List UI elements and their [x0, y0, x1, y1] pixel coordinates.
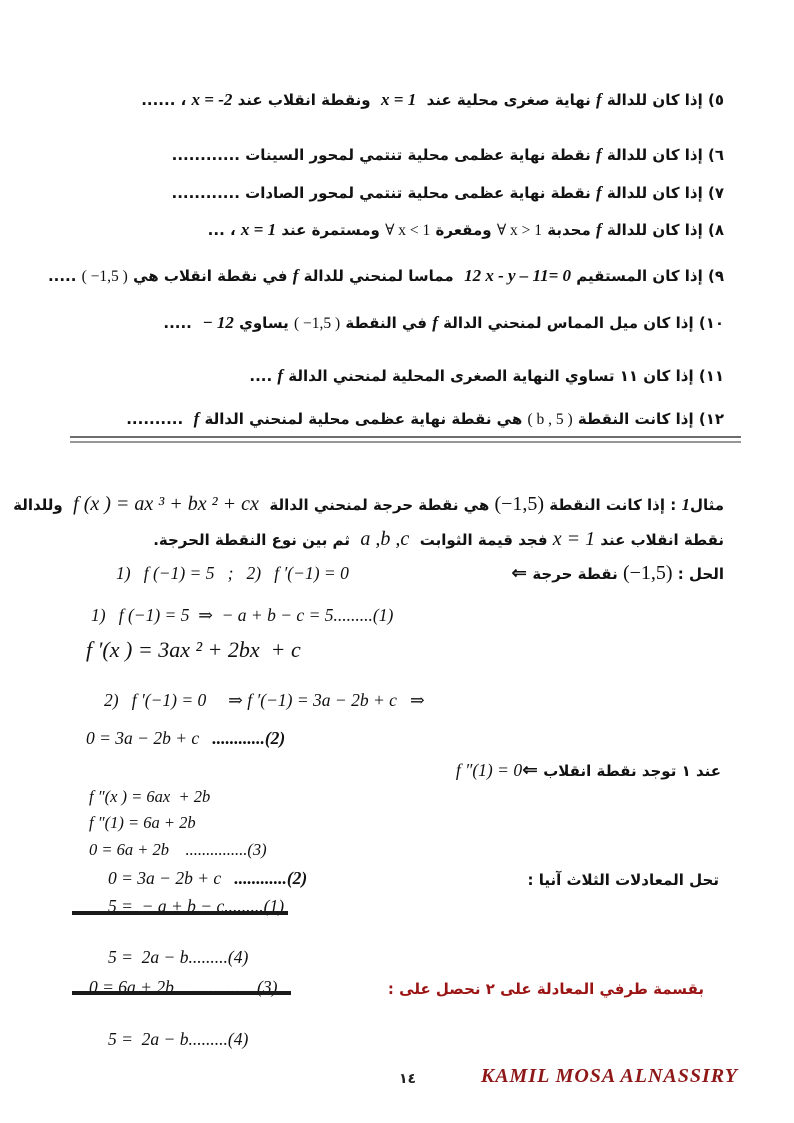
math-expression: x = -2 [191, 89, 233, 109]
question-text: في النقطة [340, 313, 433, 332]
question-text: نهاية صغرى محلية عند [416, 90, 596, 109]
math-expression: 1) f (−1) = 5 ⇒ − a + b − c = 5.........(1) [91, 604, 394, 625]
example-text: ثم بين نوع النقطة الحرجة. [153, 530, 361, 549]
math-constants: a ,b ,c [360, 527, 410, 550]
question-text: ، ...... [141, 90, 192, 109]
question-text: ، ... [207, 220, 241, 239]
section-separator-line [70, 436, 741, 443]
inflection-note-line [447, 737, 737, 803]
example-label: مثال [689, 495, 724, 514]
math-f: f [595, 89, 602, 109]
inflection-note-text: عند ١ توجد نقطة انقلاب [538, 761, 721, 780]
signature-text: KAMIL MOSA ALNASSIRY [480, 1064, 738, 1087]
addition-rule-line [72, 991, 291, 995]
question-text: ..... [47, 266, 82, 285]
math-expression: ∀ x > 1 [496, 221, 543, 239]
math-expression: x = 1 [381, 89, 417, 109]
math-expression: 1) f (−1) = 5 ; 2) f ′(−1) = 0 [116, 562, 349, 583]
math-expression: 5 = 2a − b.........(4) [108, 1028, 249, 1049]
note-text: تحل المعادلات الثلاث آنيا : [527, 870, 719, 889]
math-function-definition: f (x ) = ax ³ + bx ² + cx [73, 492, 259, 515]
solution-label: الحل : [672, 564, 724, 583]
math-point: ( −1,5 ) [81, 267, 128, 285]
math-f: f [595, 144, 602, 164]
math-point: ( −1,5 ) [293, 314, 341, 332]
math-expression: 0 = 6a + 2b ...............(3) [89, 976, 278, 997]
question-text: ٩) إذا كان المستقيم [571, 266, 724, 285]
question-text: ٧) إذا كان للدالة [601, 183, 724, 202]
solution-header [511, 539, 740, 607]
example-text: فجد قيمة الثوابت [409, 530, 553, 549]
note-text-red: بقسمة طرفي المعادلة على ٢ نحصل على : [387, 979, 704, 998]
divide-by-2-note [388, 959, 720, 1021]
example-text: وللدالة [13, 495, 74, 514]
math-f: f [432, 312, 438, 332]
math-expression: 0 = 3a − 2b + c [108, 867, 222, 888]
question-text: نقطة نهاية عظمى محلية تنتمي لمحور الصادات ............ [171, 183, 596, 202]
question-text: محدبة [542, 220, 596, 239]
example-text: : إذا كانت النقطة [544, 495, 682, 514]
math-expression: ∀ x < 1 [385, 221, 431, 239]
question-text: نقطة نهاية عظمى محلية تنتمي لمحور السينات ............ [171, 145, 596, 164]
math-expression: 5 = − a + b − c.........(1) [108, 895, 285, 916]
addition-rule-line [72, 911, 288, 915]
equation-4-result [92, 1007, 248, 1072]
question-text: ١١) إذا كان ١١ تساوي النهاية الصغرى المحلية لمنحني الدالة [283, 366, 724, 385]
math-expression: f ′(x ) = 3ax ² + 2bx + c [86, 636, 301, 662]
question-text: ٦) إذا كان للدالة [601, 145, 724, 164]
equation-reference: ............(2) [221, 867, 308, 888]
question-text: ٥) إذا كان للدالة [601, 90, 724, 109]
page-number-text: ١٤ [399, 1070, 417, 1087]
question-text: ومستمرة عند [276, 220, 386, 239]
math-point: (−1,5) [494, 492, 545, 515]
implies-arrow: ⇐ [522, 758, 538, 781]
math-expression: 2) f ′(−1) = 0 ⇒ f ′(−1) = 3a − 2b + c ⇒ [104, 689, 425, 710]
math-expression: x = 1 [240, 219, 277, 239]
math-expression: f ″(1) = 6a + 2b [89, 812, 196, 832]
example-number: 1 [681, 494, 690, 514]
author-signature [465, 1042, 738, 1110]
math-f: f [595, 219, 602, 239]
math-f: f [292, 265, 299, 285]
question-text: يساوي [233, 313, 294, 332]
equation-reference: ............(2) [199, 727, 286, 748]
question-text: .... [249, 366, 278, 385]
math-expression: f ″(x ) = 6ax + 2b [89, 786, 211, 806]
math-expression: x = 1 [552, 527, 596, 550]
question-text: ١٠) إذا كان ميل المماس لمنحني الدالة [437, 313, 724, 332]
example-text: نقطة انقلاب عند [595, 530, 724, 549]
question-text: ..... [163, 313, 203, 332]
page-number [383, 1048, 416, 1110]
question-text: هي نقطة نهاية عظمى محلية لمنحني الدالة [199, 409, 528, 428]
question-text: .......... [126, 409, 194, 428]
math-f: f [277, 365, 284, 385]
math-expression: − 12 [202, 312, 234, 332]
equation-2-line [70, 706, 285, 771]
math-expression: 5 = 2a − b.........(4) [108, 946, 249, 967]
solution-text: نقطة حرجة [527, 564, 623, 583]
math-f: f [595, 182, 602, 202]
question-text: ومقعرة [430, 220, 497, 239]
solve-system-note [528, 850, 735, 912]
math-expression: 0 = 6a + 2b ...............(3) [89, 839, 267, 859]
math-f: f [193, 408, 200, 428]
math-expression: f ″(1) = 0 [447, 759, 523, 780]
math-point: (−1,5) [622, 561, 673, 584]
implies-arrow: ⇐ [511, 561, 528, 584]
question-text: ٨) إذا كان للدالة [601, 220, 724, 239]
question-text: ونقطة انقلاب عند [232, 90, 382, 109]
question-text: ١٢) إذا كانت النقطة [572, 409, 724, 428]
math-expression: 0 = 3a − 2b + c [86, 727, 200, 748]
question-text: في نقطة انقلاب هي [127, 266, 293, 285]
math-line-equation: 12 x - y – 11= 0 [464, 265, 572, 285]
math-point: ( b , 5 ) [527, 410, 573, 428]
example-text: هي نقطة حرجة لمنحني الدالة [258, 495, 495, 514]
question-text: مماسا لمنحني للدالة [298, 266, 465, 285]
